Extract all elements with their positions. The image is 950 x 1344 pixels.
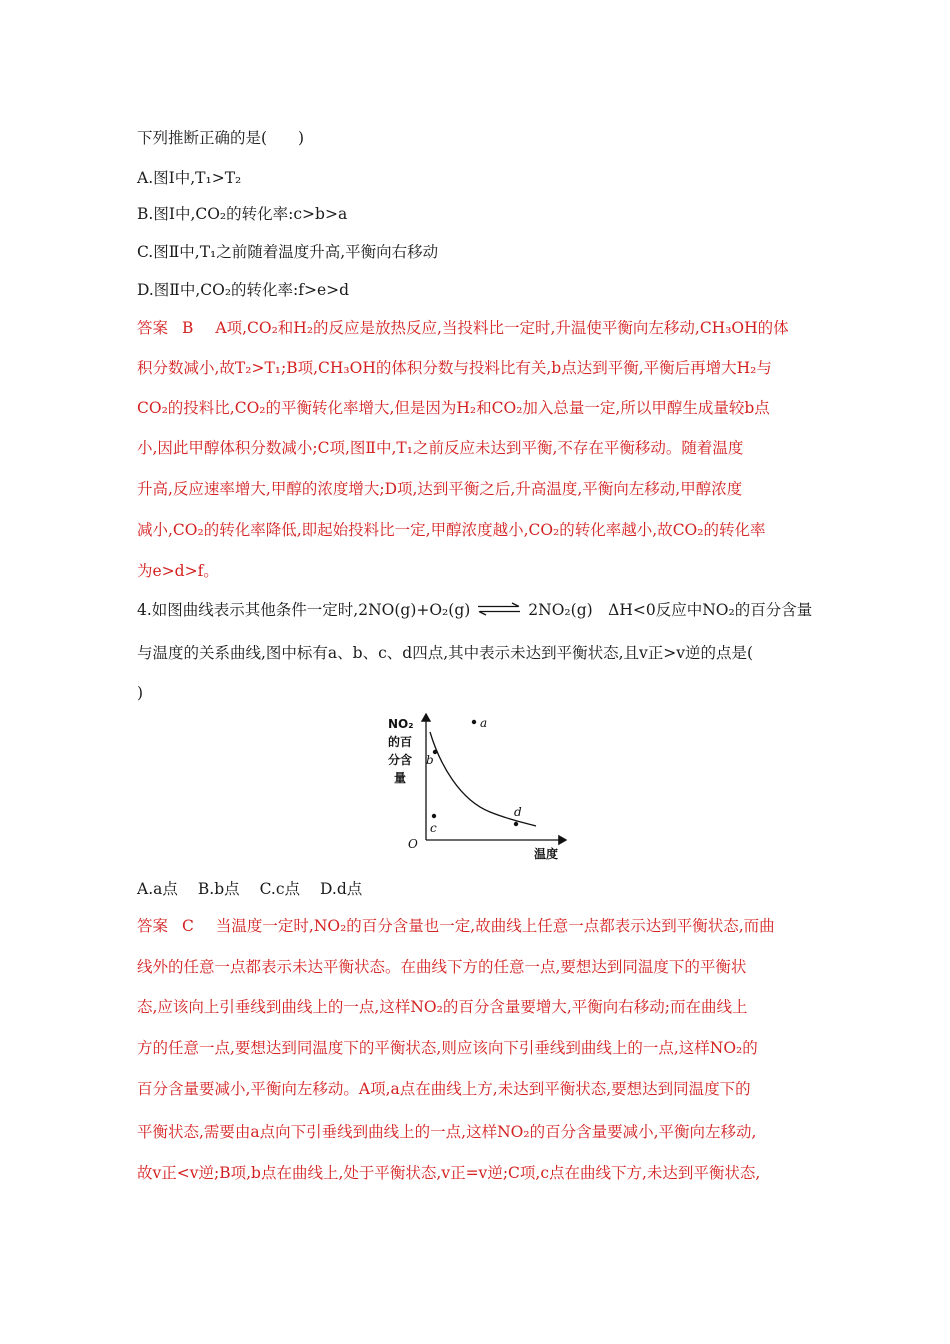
point-c [432,814,436,818]
y-axis-label-3: 分含 [388,753,413,767]
answer-label: 答案 [137,917,169,935]
equilibrium-arrow-icon [476,602,522,616]
origin-label: O [408,837,418,851]
option-d: D.d点 [320,880,363,898]
option-b: B.b点 [197,880,240,898]
y-axis-label-1: NO₂ [388,717,414,731]
point-c-label: c [430,821,437,835]
explanation-line: 百分含量要减小,平衡向左移动。A项,a点在曲线上方,未达到平衡状态,要想达到同温度下的 [137,1080,751,1098]
explanation-line: CO₂的投料比,CO₂的平衡转化率增大,但是因为H₂和CO₂加入总量一定,所以甲醇生成量较b点 [137,399,770,417]
answer-letter: C [182,917,194,935]
explanation-line: 当温度一定时,NO₂的百分含量也一定,故曲线上任意一点都表示达到平衡状态,而曲 [215,917,775,935]
options-row [137,879,382,899]
y-axis-label-2: 的百 [388,735,413,749]
point-d [514,822,518,826]
option-d: D.图Ⅱ中,CO₂的转化率:f>e>d [137,281,350,299]
question-stem-line: ) [137,684,144,702]
point-a [472,720,476,724]
point-a-label: a [480,716,488,730]
question-stem-line: 与温度的关系曲线,图中标有a、b、c、d四点,其中表示未达到平衡状态,且v正>v逆的点是( [137,644,754,662]
answer-label: 答案 [137,319,169,337]
stem-part1: 4.如图曲线表示其他条件一定时,2NO(g)+O₂(g) [137,601,471,619]
question-stem [137,600,812,620]
y-axis-label-4: 量 [394,771,407,785]
explanation-line: 线外的任意一点都表示未达平衡状态。在曲线下方的任意一点,要想达到同温度下的平衡状 [137,958,747,976]
explanation-line: 态,应该向上引垂线到曲线上的一点,这样NO₂的百分含量要增大,平衡向右移动;而在曲线上 [137,998,748,1016]
point-b-label: b [426,753,434,767]
explanation-line: 方的任意一点,要想达到同温度下的平衡状态,则应该向下引垂线到曲线上的一点,这样NO₂的 [137,1039,758,1057]
option-c: C.c点 [259,880,301,898]
answer-line [137,318,789,338]
explanation-line: 积分数减小,故T₂>T₁;B项,CH₃OH的体积分数与投料比有关,b点达到平衡,平衡后再增大H₂与 [137,359,772,377]
question-stem: 下列推断正确的是( ) [137,129,305,147]
option-b: B.图Ⅰ中,CO₂的转化率:c>b>a [137,205,348,223]
option-a: A.a点 [137,880,178,898]
explanation-line: 故v正<v逆;B项,b点在曲线上,处于平衡状态,v正=v逆;C项,c点在曲线下方,未达到平衡状态, [137,1164,761,1182]
x-axis-label: 温度 [534,847,559,861]
point-d-label: d [514,805,522,819]
explanation-line: A项,CO₂和H₂的反应是放热反应,当投料比一定时,升温使平衡向左移动,CH₃OH的体 [215,319,789,337]
explanation-line: 为e>d>f。 [137,562,219,580]
option-c: C.图Ⅱ中,T₁之前随着温度升高,平衡向右移动 [137,243,439,261]
explanation-line: 平衡状态,需要由a点向下引垂线到曲线上的一点,这样NO₂的百分含量要减小,平衡向左移动, [137,1123,757,1141]
answer-letter: B [182,319,194,337]
explanation-line: 小,因此甲醇体积分数减小;C项,图Ⅱ中,T₁之前反应未达到平衡,不存在平衡移动。随着温度 [137,439,744,457]
stem-part2: 2NO₂(g) ΔH<0反应中NO₂的百分含量 [528,601,813,619]
option-a: A.图Ⅰ中,T₁>T₂ [137,169,242,187]
no2-temperature-graph [380,710,580,870]
explanation-line: 减小,CO₂的转化率降低,即起始投料比一定,甲醇浓度越小,CO₂的转化率越小,故CO₂的转化率 [137,521,766,539]
answer-line [137,916,775,936]
explanation-line: 升高,反应速率增大,甲醇的浓度增大;D项,达到平衡之后,升高温度,平衡向左移动,甲醇浓度 [137,480,743,498]
